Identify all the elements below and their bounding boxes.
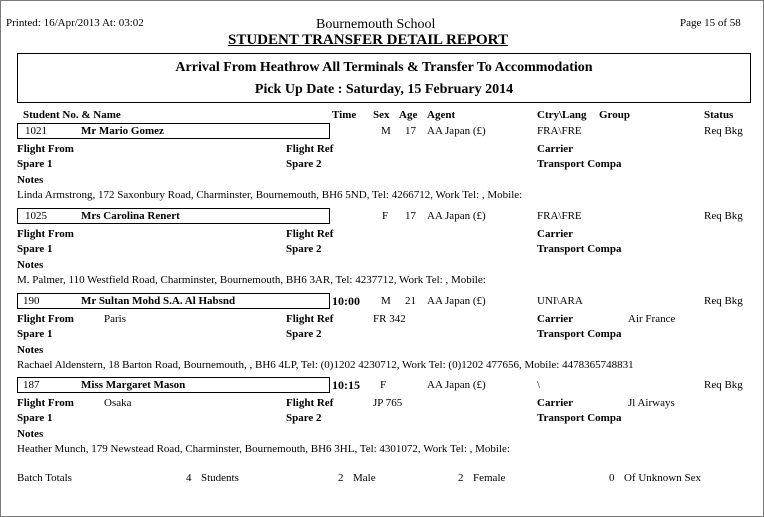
notes-label: Notes	[17, 428, 44, 440]
banner-date: Pick Up Date : Saturday, 15 February 2014	[254, 82, 514, 97]
host-address-notes: M. Palmer, 110 Westfield Road, Charminster, Bournemouth, BH6 3AR, Tel: 4237712, Work Tel: , Mobile:	[17, 274, 486, 286]
col-sex: Sex	[373, 109, 390, 121]
student-name: Mr Sultan Mohd S.A. Al Habsnd	[81, 295, 236, 307]
flight-ref-label: Flight Ref	[286, 397, 334, 409]
student-sex: F	[382, 210, 389, 222]
transport-label: Transport Compa	[537, 243, 622, 255]
notes-label: Notes	[17, 344, 44, 356]
flight-ref-label: Flight Ref	[286, 143, 334, 155]
student-age: 21	[405, 295, 416, 307]
booking-status: Req Bkg	[704, 295, 743, 307]
col-age: Age	[399, 109, 418, 121]
page-number: Page 15 of 58	[680, 17, 741, 29]
student-agent: AA Japan (£)	[427, 295, 486, 307]
carrier-label: Carrier	[537, 228, 574, 240]
flight-from-value: Paris	[104, 313, 126, 325]
carrier-label: Carrier	[537, 143, 574, 155]
spare2-label: Spare 2	[286, 412, 322, 424]
student-agent: AA Japan (£)	[427, 379, 486, 391]
student-number: 1021	[25, 125, 47, 137]
student-number: 1025	[25, 210, 47, 222]
male-count: 2	[338, 472, 344, 484]
female-count-label: Female	[473, 472, 506, 484]
col-group: Group	[599, 109, 630, 121]
student-age: 17	[405, 210, 416, 222]
flight-from-label: Flight From	[17, 313, 74, 325]
batch-totals-label: Batch Totals	[17, 472, 72, 484]
student-number: 190	[23, 295, 40, 307]
spare1-label: Spare 1	[17, 328, 53, 340]
flight-ref-value: FR 342	[373, 313, 406, 325]
student-name-box	[17, 123, 330, 139]
transport-label: Transport Compa	[537, 158, 622, 170]
booking-status: Req Bkg	[704, 210, 743, 222]
student-ctry-lang: UNI\ARA	[537, 295, 583, 307]
host-address-notes: Heather Munch, 179 Newstead Road, Charminster, Bournemouth, BH6 3HL, Tel: 4301072, Work Tel: , Mobile:	[17, 443, 510, 455]
student-ctry-lang: FRA\FRE	[537, 125, 582, 137]
flight-from-label: Flight From	[17, 397, 74, 409]
unknown-count: 0	[609, 472, 615, 484]
col-time: Time	[332, 109, 357, 121]
host-address-notes: Linda Armstrong, 172 Saxonbury Road, Charminster, Bournemouth, BH6 5ND, Tel: 4266712, Work Tel: , Mobile:	[17, 189, 523, 201]
student-agent: AA Japan (£)	[427, 210, 486, 222]
booking-status: Req Bkg	[704, 125, 743, 137]
arrival-time: 10:00	[332, 294, 360, 308]
col-status: Status	[704, 109, 734, 121]
col-student: Student No. & Name	[23, 109, 121, 121]
student-name: Miss Margaret Mason	[81, 379, 186, 391]
booking-status: Req Bkg	[704, 379, 743, 391]
student-sex: M	[381, 295, 391, 307]
transfer-banner	[17, 53, 751, 103]
col-agent: Agent	[427, 109, 456, 121]
students-count: 4	[186, 472, 192, 484]
notes-label: Notes	[17, 259, 44, 271]
flight-from-label: Flight From	[17, 143, 74, 155]
student-name: Mr Mario Gomez	[81, 125, 164, 137]
unknown-count-label: Of Unknown Sex	[624, 472, 701, 484]
student-agent: AA Japan (£)	[427, 125, 486, 137]
spare2-label: Spare 2	[286, 158, 322, 170]
transport-label: Transport Compa	[537, 412, 622, 424]
students-count-label: Students	[201, 472, 239, 484]
report-title: STUDENT TRANSFER DETAIL REPORT	[228, 32, 508, 48]
student-ctry-lang: FRA\FRE	[537, 210, 582, 222]
carrier-value: Air France	[628, 313, 676, 325]
male-count-label: Male	[353, 472, 376, 484]
host-address-notes: Rachael Aldenstern, 18 Barton Road, Bournemouth, , BH6 4LP, Tel: (0)1202 4230712, Work Tel: (0)1202 477656, Mobile: 4478365748831	[17, 359, 634, 371]
student-ctry-lang: \	[537, 379, 541, 391]
school-name: Bournemouth School	[316, 17, 436, 32]
flight-from-label: Flight From	[17, 228, 74, 240]
spare2-label: Spare 2	[286, 328, 322, 340]
carrier-label: Carrier	[537, 313, 574, 325]
arrival-time: 10:15	[332, 378, 360, 392]
carrier-label: Carrier	[537, 397, 574, 409]
spare1-label: Spare 1	[17, 412, 53, 424]
flight-ref-label: Flight Ref	[286, 313, 334, 325]
student-sex: F	[380, 379, 387, 391]
student-name: Mrs Carolina Renert	[81, 210, 180, 222]
carrier-value: Jl Airways	[628, 397, 675, 409]
student-sex: M	[381, 125, 391, 137]
col-ctry-lang: Ctry\Lang	[537, 109, 587, 121]
spare2-label: Spare 2	[286, 243, 322, 255]
notes-label: Notes	[17, 174, 44, 186]
transport-label: Transport Compa	[537, 328, 622, 340]
banner-route: Arrival From Heathrow All Terminals & Transfer To Accommodation	[175, 60, 593, 75]
printed-stamp: Printed: 16/Apr/2013 At: 03:02	[6, 17, 144, 29]
student-name-box	[17, 377, 330, 393]
flight-from-value: Osaka	[104, 397, 132, 409]
female-count: 2	[458, 472, 464, 484]
student-number: 187	[23, 379, 40, 391]
student-name-box	[17, 293, 330, 309]
spare1-label: Spare 1	[17, 243, 53, 255]
flight-ref-label: Flight Ref	[286, 228, 334, 240]
flight-ref-value: JP 765	[373, 397, 403, 409]
student-age: 17	[405, 125, 416, 137]
student-name-box	[17, 208, 330, 224]
spare1-label: Spare 1	[17, 158, 53, 170]
